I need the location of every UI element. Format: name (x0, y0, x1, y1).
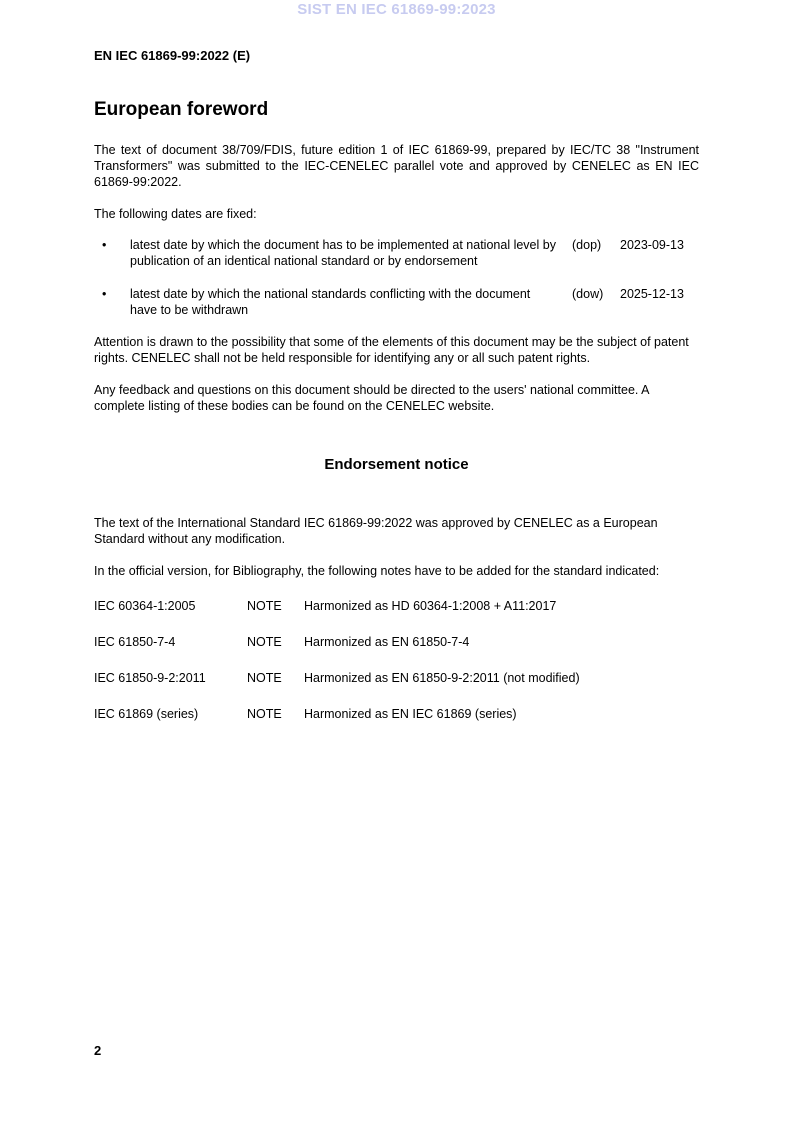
date-value: 2025-12-13 (620, 287, 684, 301)
bibliography-harmonized: Harmonized as EN 61850-7-4 (304, 635, 470, 649)
bibliography-note-label: NOTE (247, 707, 282, 721)
dates-intro: The following dates are fixed: (94, 207, 257, 221)
date-code: (dop) (572, 238, 602, 252)
bibliography-harmonized: Harmonized as EN 61850-9-2:2011 (not modified) (304, 671, 580, 685)
patent-attention-paragraph: Attention is drawn to the possibility that some of the elements of this document may be the subject of patent rights. CENELEC shall not be held responsible for identifying any or all such patent rights. (94, 335, 689, 365)
foreword-intro-paragraph: The text of document 38/709/FDIS, future edition 1 of IEC 61869-99, prepared by IEC/TC 38 "Instrument Transformers" was submitted to the IEC-CENELEC parallel vote and approved by CENELEC as EN IEC 61869-99:2022. (94, 143, 699, 189)
bibliography-standard: IEC 61869 (series) (94, 707, 199, 721)
document-identifier: EN IEC 61869-99:2022 (E) (94, 48, 251, 63)
bibliography-note-label: NOTE (247, 599, 282, 613)
date-code: (dow) (572, 287, 604, 301)
endorsement-heading: Endorsement notice (324, 456, 469, 473)
bibliography-intro: In the official version, for Bibliography, the following notes have to be added for the standard indicated: (94, 564, 660, 578)
bibliography-note-label: NOTE (247, 635, 282, 649)
watermark: SIST EN IEC 61869-99:2023 (297, 1, 496, 18)
feedback-paragraph: Any feedback and questions on this document should be directed to the users' national committee. A complete listing of these bodies can be found on the CENELEC website. (94, 383, 649, 413)
bibliography-standard: IEC 61850-7-4 (94, 635, 176, 649)
bullet-marker: • (102, 287, 107, 301)
date-value: 2023-09-13 (620, 238, 684, 252)
page-number: 2 (94, 1043, 102, 1058)
foreword-heading: European foreword (94, 99, 269, 120)
date-description: latest date by which the document has to be implemented at national level by publication of an identical national standard or by endorsement (130, 238, 556, 268)
endorsement-paragraph: The text of the International Standard IEC 61869-99:2022 was approved by CENELEC as a European Standard without any modification. (94, 516, 658, 546)
bibliography-harmonized: Harmonized as HD 60364-1:2008 + A11:2017 (304, 599, 557, 613)
bibliography-standard: IEC 61850-9-2:2011 (94, 671, 206, 685)
bibliography-standard: IEC 60364-1:2005 (94, 599, 196, 613)
date-description: latest date by which the national standards conflicting with the document have to be withdrawn (130, 287, 531, 317)
bibliography-note-label: NOTE (247, 671, 282, 685)
bullet-marker: • (102, 238, 107, 252)
bibliography-harmonized: Harmonized as EN IEC 61869 (series) (304, 707, 517, 721)
